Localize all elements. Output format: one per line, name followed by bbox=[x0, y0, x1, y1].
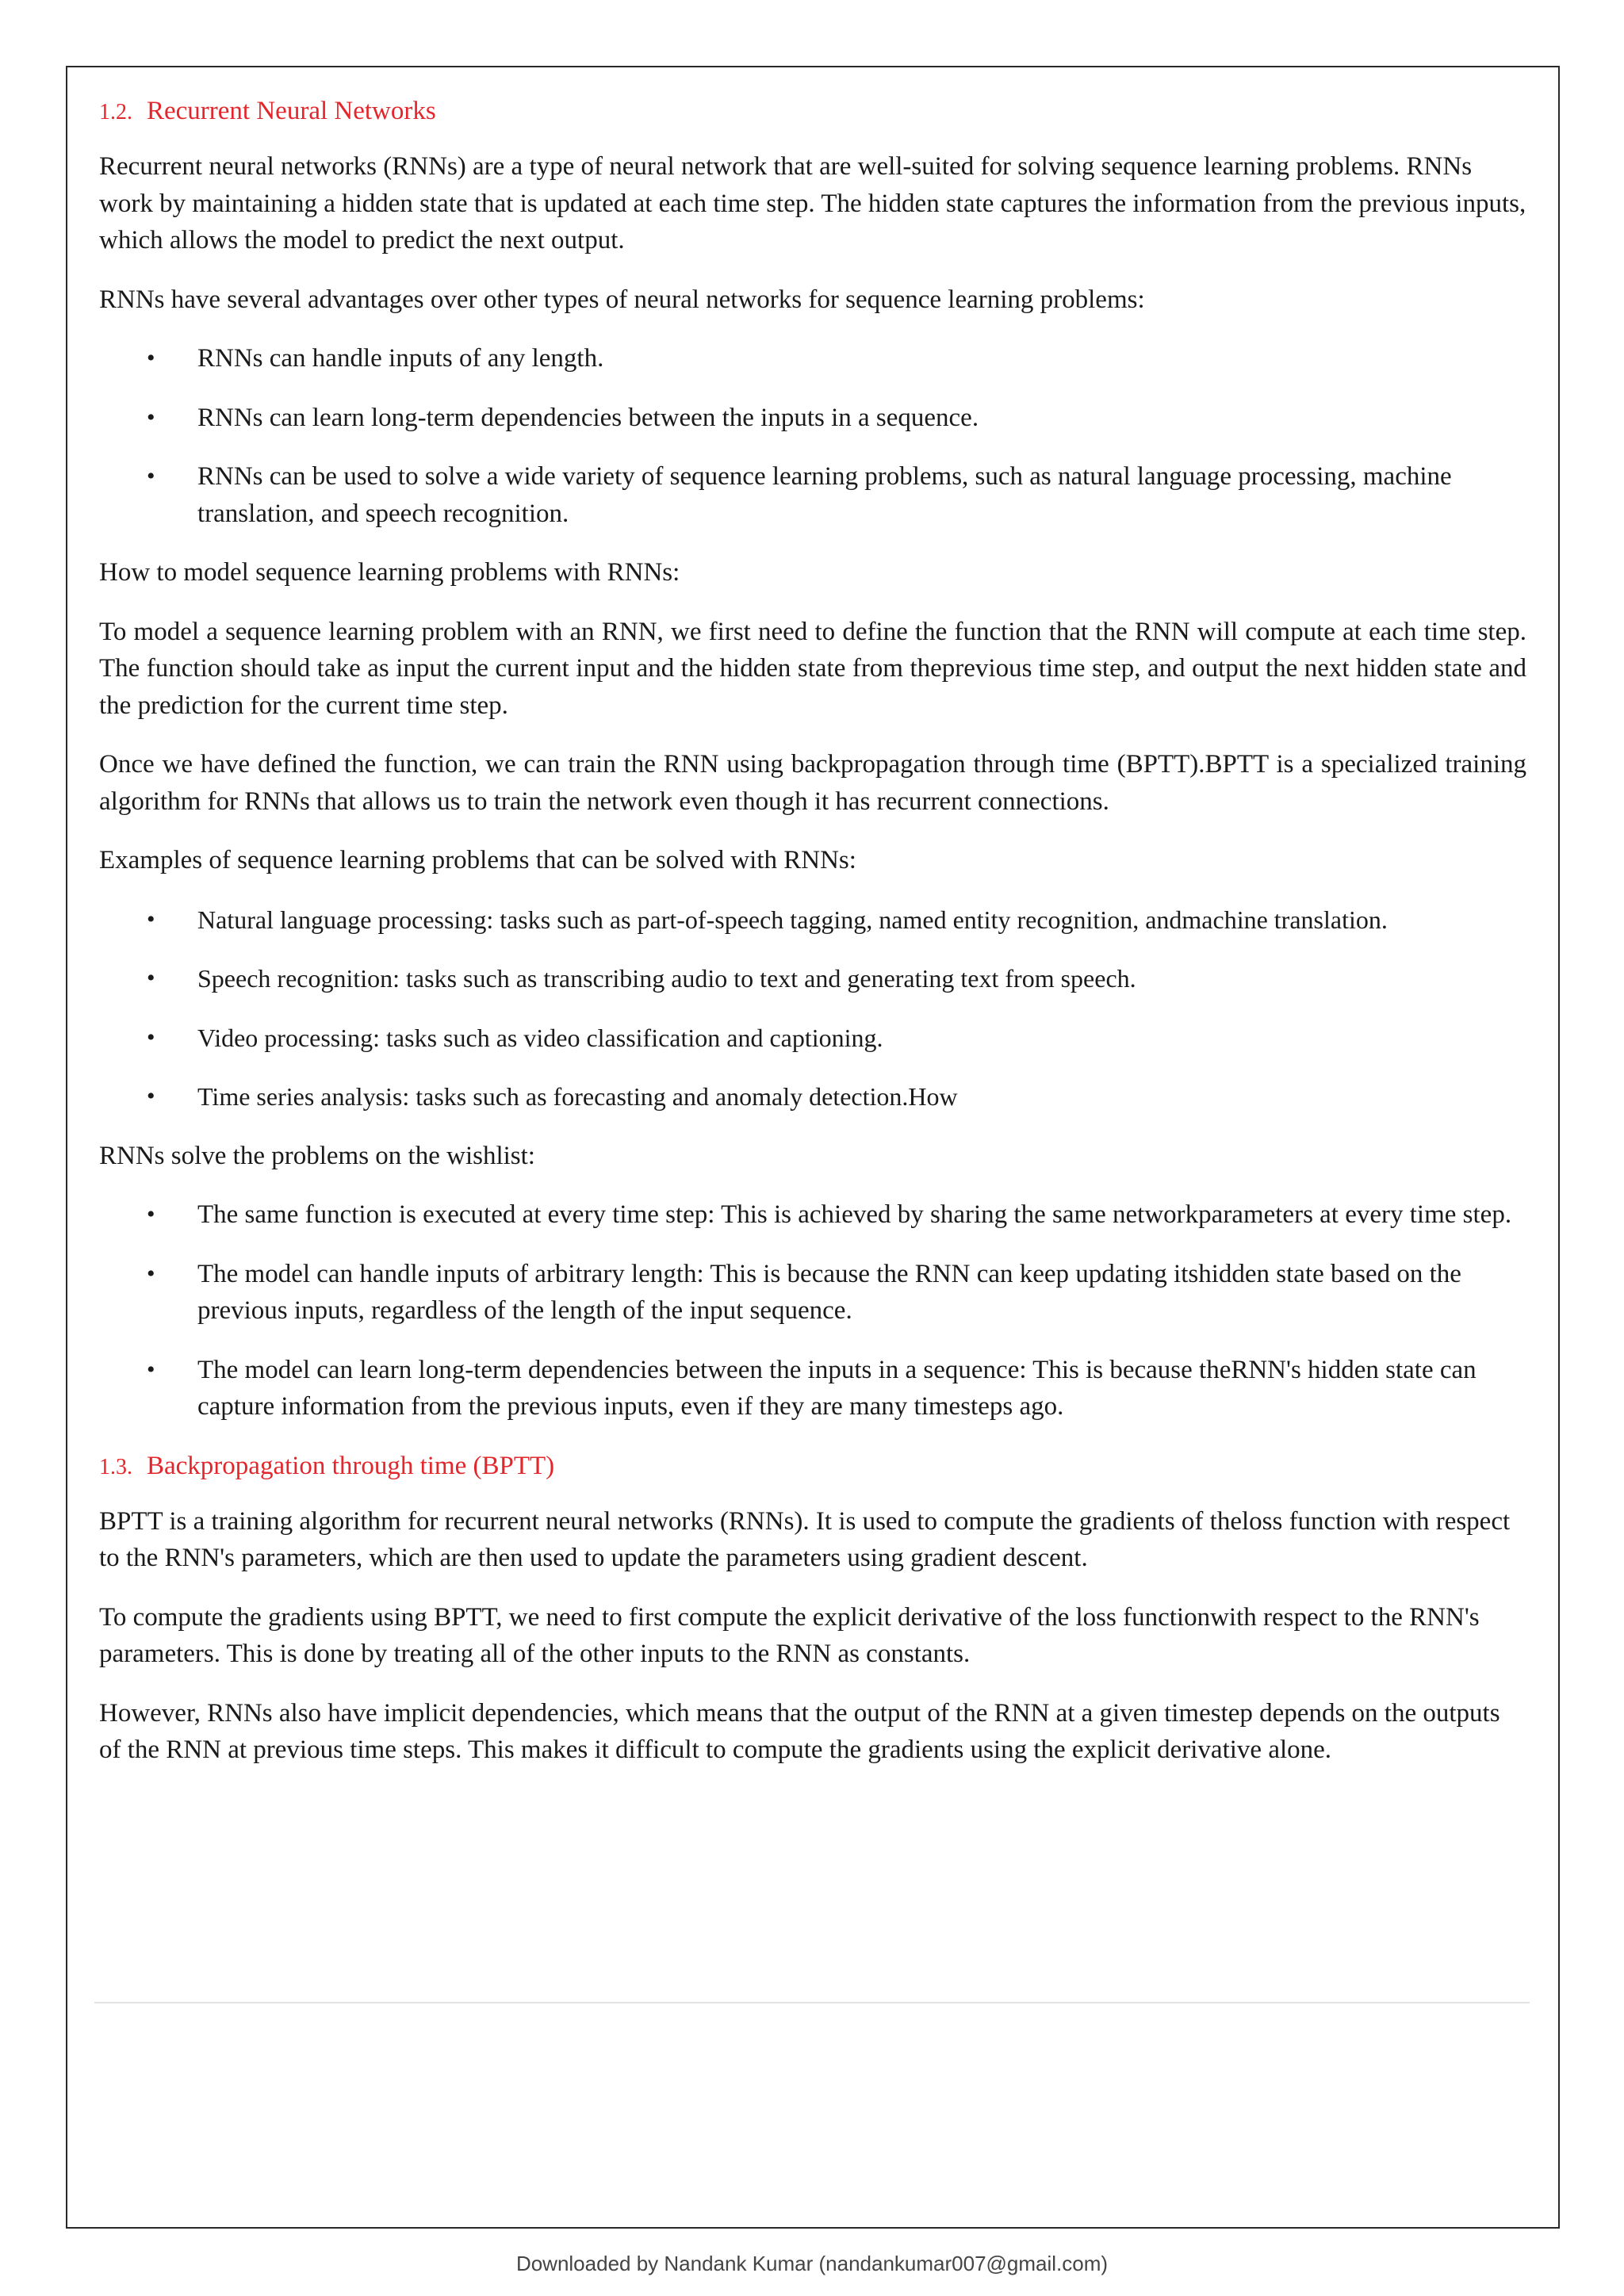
divider bbox=[94, 2002, 1530, 2003]
list-item: • RNNs can be used to solve a wide variety of sequence learning problems, such as natural language processing, machine translation, and speech recognition. bbox=[99, 458, 1526, 532]
bptt-paragraph-3: However, RNNs also have implicit dependencies, which means that the output of the RNN at a given timestep depends on the outputs of the RNN at previous time steps. This makes it difficult to compute the gradients using the explicit derivative alone. bbox=[99, 1698, 1500, 1764]
rnn-intro-paragraph: Recurrent neural networks (RNNs) are a type of neural network that are well-suited for solving sequence learning problems. RNNs work by maintaining a hidden state that is updated at each time step. The hidden state captures the information from the previous inputs, which allows the model to predict the next output. bbox=[99, 152, 1526, 254]
advantages-lead: RNNs have several advantages over other types of neural networks for sequence learning problems: bbox=[99, 285, 1145, 314]
bullet-icon: • bbox=[147, 1083, 155, 1109]
download-footer: Downloaded by Nandank Kumar (nandankumar007@gmail.com) bbox=[515, 2252, 1109, 2275]
howto-paragraph-1: To model a sequence learning problem with an RNN, we first need to define the function that the RNN will compute at each time step. The function should take as input the current input and the hidden state from theprevious time step, and output the next hidden state and the prediction for the current time step. bbox=[99, 617, 1526, 720]
section-title: Backpropagation through time (BPTT) bbox=[147, 1451, 555, 1480]
howto-lead: How to model sequence learning problems with RNNs: bbox=[99, 558, 680, 587]
bullet-icon: • bbox=[147, 965, 155, 991]
list-item: • The model can handle inputs of arbitrary length: This is because the RNN can keep updating itshidden state based on the previous inputs, regardless of the length of the input sequence. bbox=[99, 1256, 1526, 1330]
wishlist-list bbox=[99, 1196, 1526, 1425]
section-number: 1.3. bbox=[99, 1454, 132, 1479]
bullet-icon: • bbox=[147, 1024, 155, 1050]
wishlist-lead: RNNs solve the problems on the wishlist: bbox=[99, 1141, 535, 1170]
examples-lead: Examples of sequence learning problems that can be solved with RNNs: bbox=[99, 846, 856, 874]
list-item: • Natural language processing: tasks such as part-of-speech tagging, named entity recognition, andmachine translation. bbox=[99, 901, 1526, 939]
advantages-list bbox=[99, 340, 1526, 532]
section-heading-bptt bbox=[99, 1448, 1526, 1486]
list-item: • Speech recognition: tasks such as transcribing audio to text and generating text from speech. bbox=[99, 960, 1526, 997]
page-content bbox=[99, 93, 1526, 1791]
bullet-icon: • bbox=[147, 1260, 155, 1287]
section-number: 1.2. bbox=[99, 100, 132, 124]
bullet-icon: • bbox=[147, 345, 155, 371]
bullet-icon: • bbox=[147, 905, 155, 932]
bptt-paragraph-2: To compute the gradients using BPTT, we need to first compute the explicit derivative of the loss functionwith respect to the RNN's parameters. This is done by treating all of the other inputs to the RNN as constants. bbox=[99, 1602, 1480, 1668]
list-item: • RNNs can learn long-term dependencies between the inputs in a sequence. bbox=[99, 400, 1526, 437]
bullet-icon: • bbox=[147, 404, 155, 430]
bullet-icon: • bbox=[147, 1201, 155, 1227]
bullet-icon: • bbox=[147, 463, 155, 489]
list-item: • RNNs can handle inputs of any length. bbox=[99, 340, 1526, 377]
list-item: • The model can learn long-term dependencies between the inputs in a sequence: This is because theRNN's hidden state can capture information from the previous inputs, even if they are many timesteps ago. bbox=[99, 1352, 1526, 1425]
section-heading-rnn bbox=[99, 93, 1526, 131]
bptt-paragraph-1: BPTT is a training algorithm for recurrent neural networks (RNNs). It is used to compute the gradients of theloss function with respect to the RNN's parameters, which are then used to update the parameters using gradient descent. bbox=[99, 1506, 1511, 1572]
examples-list bbox=[99, 901, 1526, 1115]
bullet-icon: • bbox=[147, 1356, 155, 1383]
list-item: • Time series analysis: tasks such as forecasting and anomaly detection.How bbox=[99, 1078, 1526, 1115]
section-title: Recurrent Neural Networks bbox=[147, 97, 436, 125]
howto-paragraph-2: Once we have defined the function, we can train the RNN using backpropagation through time (BPTT).BPTT is a specialized training algorithm for RNNs that allows us to train the network even though it has recurrent connections. bbox=[99, 750, 1526, 816]
list-item: • The same function is executed at every time step: This is achieved by sharing the same networkparameters at every time step. bbox=[99, 1196, 1526, 1234]
list-item: • Video processing: tasks such as video classification and captioning. bbox=[99, 1020, 1526, 1057]
page-frame bbox=[66, 66, 1560, 2229]
